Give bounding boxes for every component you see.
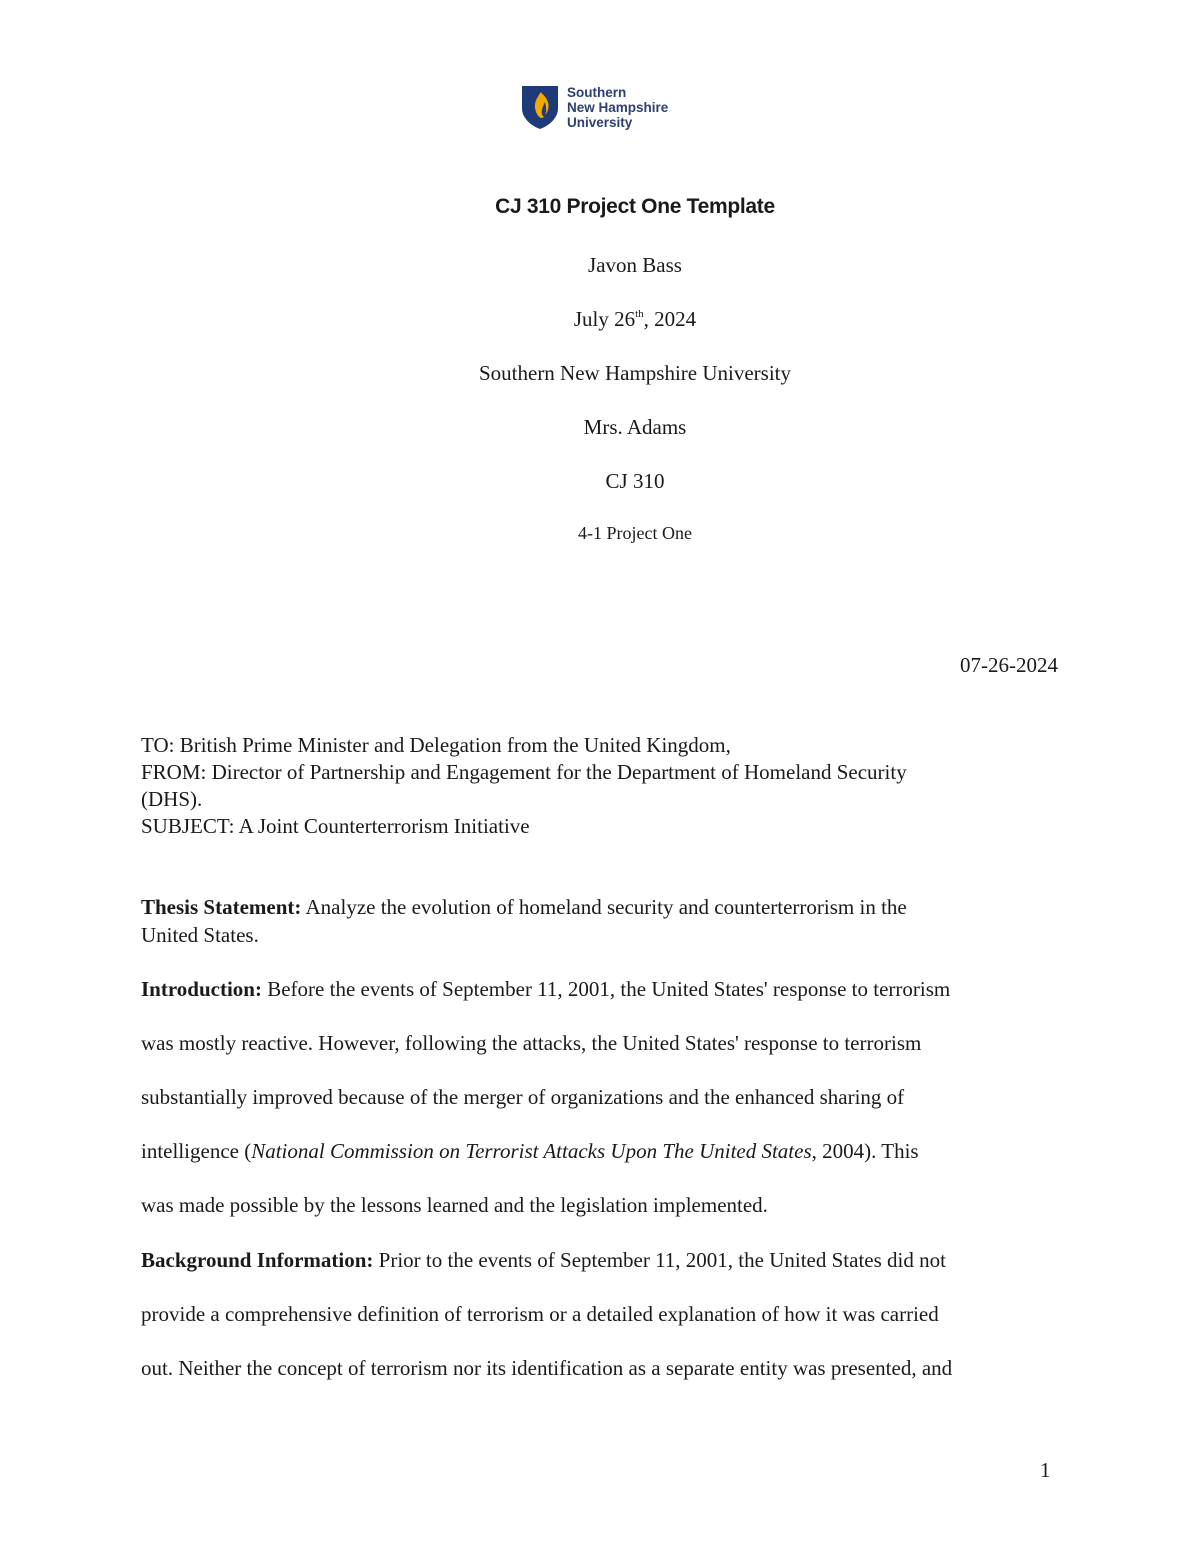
background-line: out. Neither the concept of terrorism nor its identification as a separate entity was presented, and <box>141 1356 953 1380</box>
document-title: CJ 310 Project One Template <box>495 195 775 218</box>
author-name: Javon Bass <box>588 253 682 277</box>
thesis-text: Analyze the evolution of homeland security and counterterrorism in the <box>301 895 907 919</box>
assignment-name: 4-1 Project One <box>578 523 692 543</box>
citation-title: National Commission on Terrorist Attacks Upon The United States <box>251 1139 812 1163</box>
submission-date <box>0 307 1200 332</box>
introduction-line <box>141 977 950 1002</box>
background-paragraph <box>141 1248 1061 1398</box>
thesis-line <box>141 895 907 920</box>
introduction-text: Before the events of September 11, 2001, the United States' response to terrorism <box>261 977 951 1001</box>
background-text: Prior to the events of September 11, 2001, the United States did not <box>373 1248 946 1272</box>
background-line: provide a comprehensive definition of terrorism or a detailed explanation of how it was carried <box>141 1302 939 1326</box>
date-suffix: th <box>635 308 644 320</box>
logo-text-line3: University <box>567 115 633 130</box>
memo-date: 07-26-2024 <box>960 653 1058 677</box>
shield-flame-icon <box>520 84 560 130</box>
memo-header <box>141 732 1041 840</box>
logo-text-line2: New Hampshire <box>567 100 669 115</box>
page-number: 1 <box>1040 1458 1051 1482</box>
institution-name: Southern New Hampshire University <box>478 361 792 385</box>
course-code: CJ 310 <box>605 469 665 493</box>
memo-subject: SUBJECT: A Joint Counterterrorism Initiative <box>141 814 530 838</box>
citation-prefix: intelligence ( <box>141 1139 252 1163</box>
introduction-line: was mostly reactive. However, following the attacks, the United States' response to terrorism <box>141 1031 922 1055</box>
citation-suffix: , 2004). This <box>811 1139 919 1163</box>
snhu-logo <box>520 84 690 132</box>
date-main: July 26 <box>573 307 636 331</box>
memo-to: TO: British Prime Minister and Delegation from the United Kingdom, <box>141 733 731 757</box>
introduction-paragraph <box>141 977 1061 1227</box>
memo-from-continued: (DHS). <box>141 787 203 811</box>
memo-from: FROM: Director of Partnership and Engagement for the Department of Homeland Security <box>141 760 907 784</box>
introduction-line <box>141 1139 919 1164</box>
date-year: , 2024 <box>643 307 697 331</box>
introduction-line: substantially improved because of the merger of organizations and the enhanced sharing of <box>141 1085 905 1109</box>
introduction-label: Introduction: <box>141 977 262 1001</box>
instructor-name: Mrs. Adams <box>583 415 687 439</box>
background-label: Background Information: <box>141 1248 374 1272</box>
thesis-label: Thesis Statement: <box>141 895 302 919</box>
introduction-line: was made possible by the lessons learned and the legislation implemented. <box>141 1193 768 1217</box>
background-line <box>141 1248 946 1273</box>
thesis-line: United States. <box>141 923 259 947</box>
logo-text-line1: Southern <box>567 85 627 100</box>
thesis-paragraph <box>141 895 1061 955</box>
